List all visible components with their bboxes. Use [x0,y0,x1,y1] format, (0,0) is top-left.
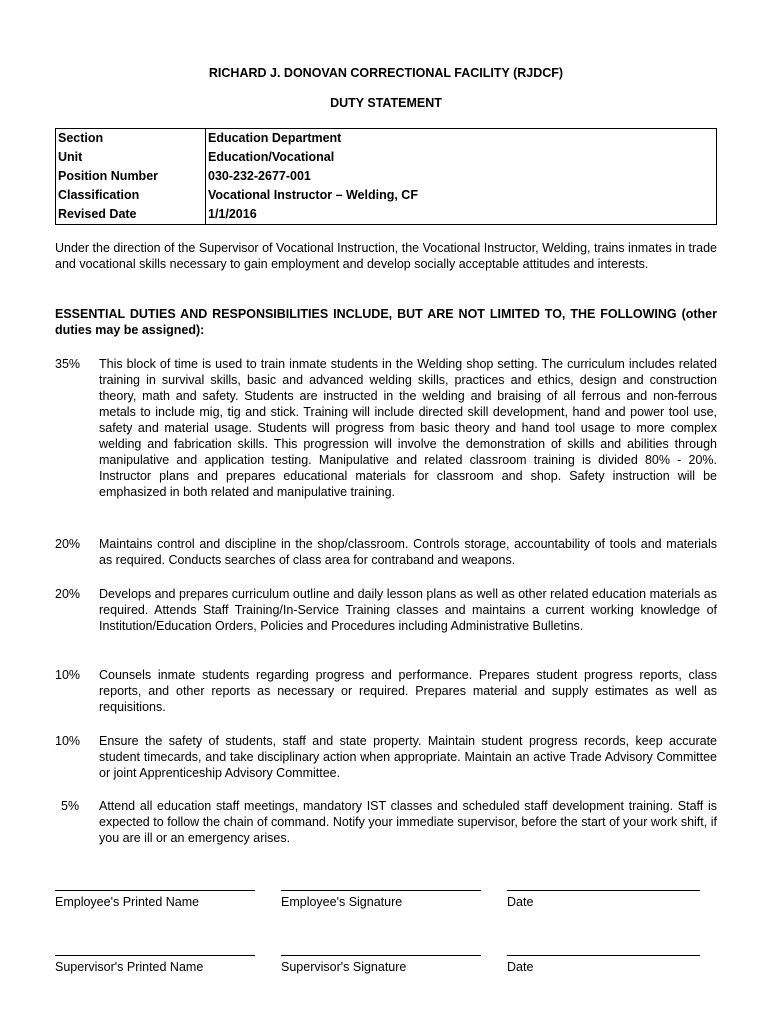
signature-line [281,955,481,956]
duty-item [55,667,717,715]
duty-percent: 10% [55,734,81,748]
supervisor-signature-field[interactable] [281,955,481,974]
document-title: DUTY STATEMENT [330,96,442,110]
supervisor-date-field[interactable] [507,955,700,974]
duty-percent: 20% [55,537,81,551]
position-info-table [55,128,717,225]
employee-signature-field[interactable] [281,890,481,909]
signature-line [281,890,481,891]
signature-label: Supervisor's Signature [281,960,407,974]
duty-text: Attend all education staff meetings, mandatory IST classes and scheduled staff development training. Staff is expected to follow the chain of command. Notify your immediate supervisor, before the start of your work shift, if you are ill or an emergency arises. [99,799,717,845]
duties-heading: ESSENTIAL DUTIES AND RESPONSIBILITIES INCLUDE, BUT ARE NOT LIMITED TO, THE FOLLOWING (other duties may be assigned): [55,307,717,337]
duty-text: Ensure the safety of students, staff and state property. Maintain student progress records, keep accurate student timecards, and take disciplinary action when appropriate. Maintain an active Trade Advisory Committee or joint Apprenticeship Advisory Committee. [99,734,717,780]
duty-item [55,356,717,500]
row-label: Unit [56,148,206,167]
row-value: 1/1/2016 [208,207,257,221]
duty-item [55,536,717,568]
employee-name-signature-field[interactable] [55,890,255,909]
row-label: Classification [56,186,206,205]
signature-line [507,955,700,956]
facility-title: RICHARD J. DONOVAN CORRECTIONAL FACILITY (RJDCF) [208,66,564,80]
duty-item [55,798,717,846]
duty-percent: 20% [55,587,81,601]
row-label: Revised Date [56,205,206,225]
signature-label: Date [507,895,534,909]
signature-line [55,890,255,891]
table-row [56,167,717,186]
table-row [56,148,717,167]
duty-percent: 10% [55,668,81,682]
employee-date-field[interactable] [507,890,700,909]
duty-text: Maintains control and discipline in the shop/classroom. Controls storage, accountability of tools and materials as required. Conducts searches of class area for contraband and weapons. [99,537,717,567]
duty-percent: 35% [55,357,81,371]
signature-line [55,955,255,956]
supervisor-name-signature-field[interactable] [55,955,255,974]
duty-text: This block of time is used to train inmate students in the Welding shop setting. The curriculum includes related training in survival skills, basic and advanced welding skills, practices and ethics, design and construction theory, math and safety. Students are instructed in the welding and braising of all ferrous and non-ferrous metals to include mig, tig and stick. Training will include directed skill development, hand and power tool use, safety and material usage. Students will progress from basic theory and hand tool usage to more complex welding and fabrication skills. This progression will involve the demonstration of skills and abilities through manipulative and application testing. Manipulative and related classroom training is divided 80% - 20%. Instructor plans and prepares educational materials for classroom and shop. Safety instruction will be emphasized in both related and manipulative training. [99,357,717,499]
table-row [56,129,717,149]
duty-item [55,733,717,781]
intro-paragraph: Under the direction of the Supervisor of Vocational Instruction, the Vocational Instructor, Welding, trains inmates in trade and vocational skills necessary to gain employment and develop socially acceptable attitudes and interests. [55,241,717,271]
signature-label: Date [507,960,534,974]
row-value: Education Department [208,131,342,145]
row-label: Section [56,129,206,149]
duty-percent: 5% [61,799,80,813]
signature-label: Supervisor's Printed Name [55,960,204,974]
row-value: 030-232-2677-001 [208,169,311,183]
signature-line [507,890,700,891]
duty-text: Counsels inmate students regarding progress and performance. Prepares student progress reports, class reports, and other reports as necessary or required. Prepares material and supply estimates as well as requisitions. [99,668,717,714]
signature-label: Employee's Signature [281,895,403,909]
table-row [56,205,717,225]
duty-item [55,586,717,634]
row-value: Education/Vocational [208,150,335,164]
row-value: Vocational Instructor – Welding, CF [208,188,418,202]
table-row [56,186,717,205]
row-label: Position Number [56,167,206,186]
signature-label: Employee's Printed Name [55,895,200,909]
duty-text: Develops and prepares curriculum outline and daily lesson plans as well as other related education materials as required. Attends Staff Training/In-Service Training classes and maintains a current working knowledge of Institution/Education Orders, Policies and Procedures including Administrative Bulletins. [99,587,717,633]
